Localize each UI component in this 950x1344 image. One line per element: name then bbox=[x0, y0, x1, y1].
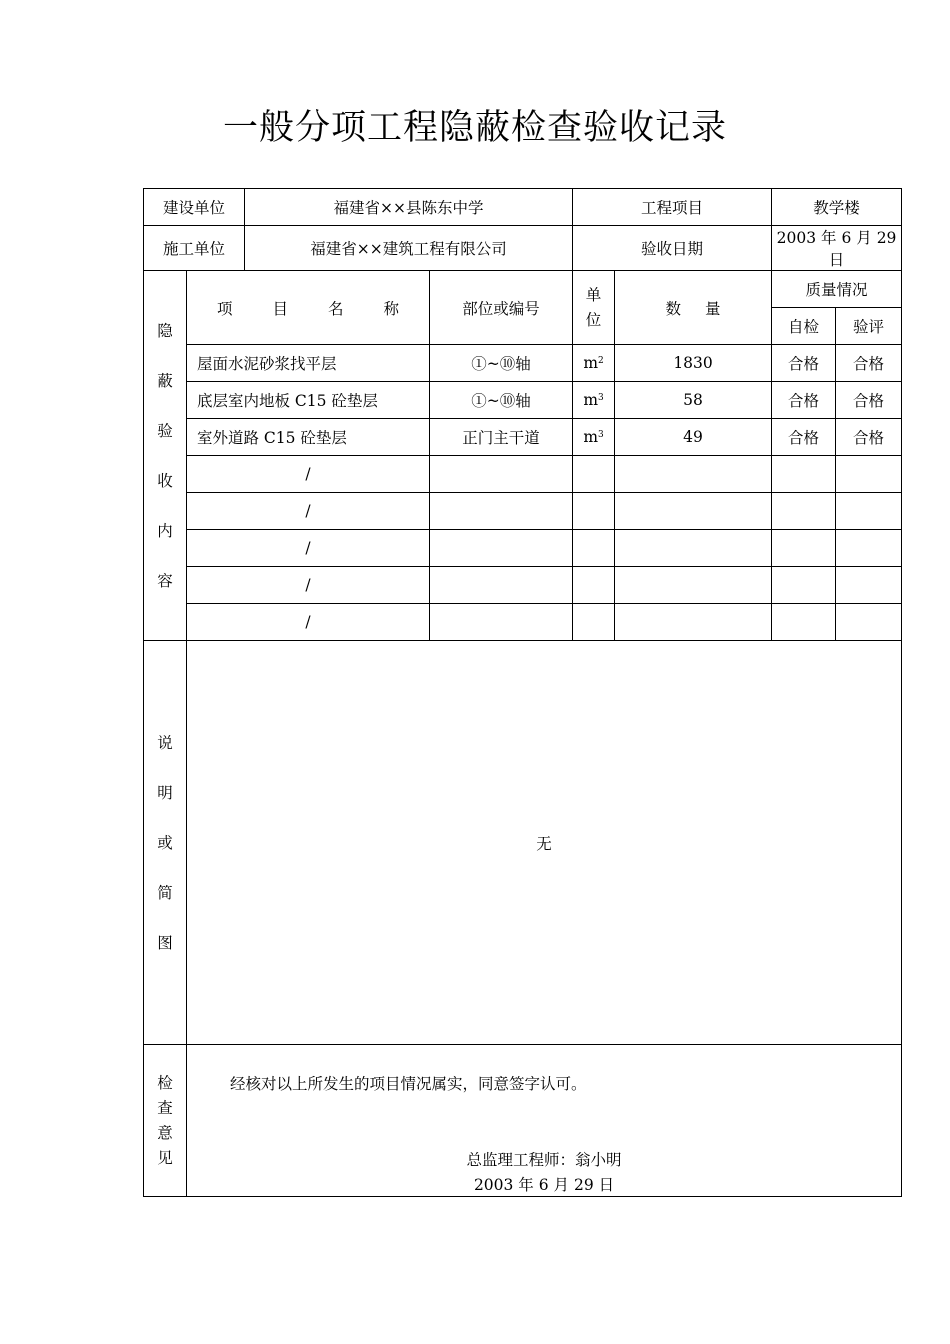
row-unit bbox=[573, 604, 615, 641]
header-row-owner bbox=[144, 189, 902, 226]
row-self-check bbox=[772, 493, 836, 530]
column-header-quantity: 数 量 bbox=[615, 271, 772, 345]
row-self-check: 合格 bbox=[772, 382, 836, 419]
row-evaluation: 合格 bbox=[836, 419, 902, 456]
row-name: / bbox=[187, 493, 430, 530]
row-location bbox=[430, 604, 573, 641]
opinion-text: 经核对以上所发生的项目情况属实，同意签字认可。 bbox=[230, 1075, 587, 1093]
row-quantity bbox=[615, 567, 772, 604]
row-self-check bbox=[772, 530, 836, 567]
row-evaluation: 合格 bbox=[836, 345, 902, 382]
column-header-location: 部位或编号 bbox=[430, 271, 573, 345]
column-header-name: 项 目 名 称 bbox=[187, 271, 430, 345]
row-evaluation: 合格 bbox=[836, 382, 902, 419]
column-header-row bbox=[144, 271, 902, 308]
notes-value: 无 bbox=[187, 641, 902, 1045]
row-self-check: 合格 bbox=[772, 345, 836, 382]
table-row bbox=[144, 493, 902, 530]
row-name: / bbox=[187, 604, 430, 641]
table-row bbox=[144, 345, 902, 382]
column-header-self-check: 自检 bbox=[772, 308, 836, 345]
opinion-row bbox=[144, 1045, 902, 1197]
row-unit bbox=[573, 493, 615, 530]
row-evaluation bbox=[836, 530, 902, 567]
row-quantity: 58 bbox=[615, 382, 772, 419]
table-row bbox=[144, 456, 902, 493]
opinion-label: 检 查 意 见 bbox=[144, 1045, 187, 1197]
project-value: 教学楼 bbox=[772, 189, 902, 226]
row-name: 底层室内地板 C15 砼垫层 bbox=[187, 382, 430, 419]
inspection-record-table bbox=[143, 188, 902, 1197]
row-evaluation bbox=[836, 567, 902, 604]
row-name: 室外道路 C15 砼垫层 bbox=[187, 419, 430, 456]
column-header-unit: 单 位 bbox=[573, 271, 615, 345]
table-row bbox=[144, 530, 902, 567]
row-quantity bbox=[615, 530, 772, 567]
content-section-label: 隐 蔽 验 收 内 容 bbox=[144, 271, 187, 641]
builder-label: 施工单位 bbox=[144, 226, 245, 271]
row-quantity bbox=[615, 493, 772, 530]
header-row-builder bbox=[144, 226, 902, 271]
project-label: 工程项目 bbox=[573, 189, 772, 226]
row-name: / bbox=[187, 530, 430, 567]
date-value: 2003 年 6 月 29 日 bbox=[772, 226, 902, 271]
owner-label: 建设单位 bbox=[144, 189, 245, 226]
row-unit bbox=[573, 456, 615, 493]
row-location bbox=[430, 567, 573, 604]
row-unit: $m^2$ bbox=[573, 345, 615, 382]
row-name: / bbox=[187, 567, 430, 604]
row-evaluation bbox=[836, 493, 902, 530]
row-unit: $m^3$ bbox=[573, 382, 615, 419]
row-self-check: 合格 bbox=[772, 419, 836, 456]
row-self-check bbox=[772, 567, 836, 604]
owner-value: 福建省××县陈东中学 bbox=[245, 189, 573, 226]
row-evaluation bbox=[836, 604, 902, 641]
row-quantity bbox=[615, 604, 772, 641]
row-unit: $m^3$ bbox=[573, 419, 615, 456]
row-location: ①~⑩轴 bbox=[430, 345, 573, 382]
column-header-evaluation: 验评 bbox=[836, 308, 902, 345]
opinion-body bbox=[187, 1045, 902, 1197]
table-row bbox=[144, 604, 902, 641]
row-name: 屋面水泥砂浆找平层 bbox=[187, 345, 430, 382]
notes-row bbox=[144, 641, 902, 1045]
row-location: ①~⑩轴 bbox=[430, 382, 573, 419]
row-location bbox=[430, 530, 573, 567]
opinion-signer: 总监理工程师：翁小明 bbox=[466, 1151, 622, 1169]
document-title: 一般分项工程隐蔽检查验收记录 bbox=[222, 108, 727, 148]
row-location: 正门主干道 bbox=[430, 419, 573, 456]
notes-label: 说 明 或 简 图 bbox=[144, 641, 187, 1045]
column-header-quality: 质量情况 bbox=[772, 271, 902, 308]
row-unit bbox=[573, 567, 615, 604]
row-location bbox=[430, 456, 573, 493]
row-quantity: 49 bbox=[615, 419, 772, 456]
table-row bbox=[144, 382, 902, 419]
opinion-date: 2003 年 6 月 29 日 bbox=[473, 1176, 615, 1194]
row-evaluation bbox=[836, 456, 902, 493]
date-label: 验收日期 bbox=[573, 226, 772, 271]
table-row bbox=[144, 419, 902, 456]
row-quantity bbox=[615, 456, 772, 493]
row-self-check bbox=[772, 604, 836, 641]
row-quantity: 1830 bbox=[615, 345, 772, 382]
builder-value: 福建省××建筑工程有限公司 bbox=[245, 226, 573, 271]
row-unit bbox=[573, 530, 615, 567]
row-name: / bbox=[187, 456, 430, 493]
row-location bbox=[430, 493, 573, 530]
table-row bbox=[144, 567, 902, 604]
row-self-check bbox=[772, 456, 836, 493]
